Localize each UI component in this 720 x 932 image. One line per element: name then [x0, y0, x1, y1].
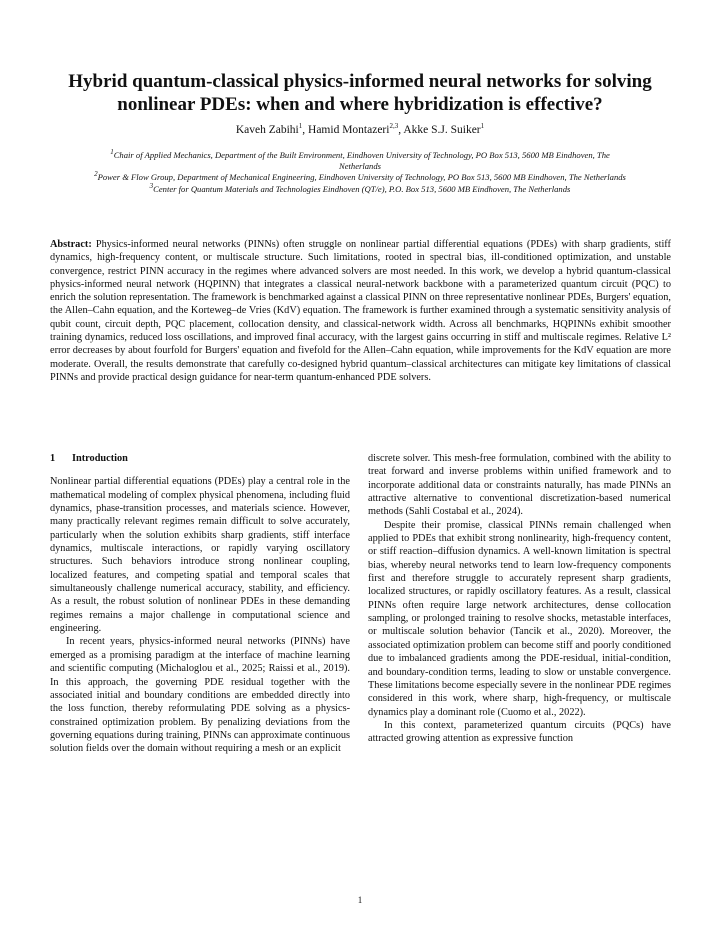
affiliation-text: Power & Flow Group, Department of Mechanical Engineering, Eindhoven University of Technology, PO Box 513, 5600 MB Eindhoven, The Netherlands [97, 172, 626, 183]
affiliation-text: Chair of Applied Mechanics, Department of the Built Environment, Eindhoven University of Technology, PO Box 513, 5600 MB Eindhoven, The Netherlands [113, 150, 610, 172]
paragraph: In this context, parameterized quantum circuits (PQCs) have attracted growing attention as expressive function [368, 719, 671, 745]
affiliation [90, 150, 630, 172]
paragraph: discrete solver. This mesh-free formulation, combined with the ability to treat forward and inverse problems within unified framework and to incorporate additional data or constraints naturally, has made PINNs an attractive alternative to conventional discretization-based numerical methods (Sahli Costabal et al., 2024). [368, 453, 671, 518]
abstract-text: Physics-informed neural networks (PINNs) often struggle on nonlinear partial differential equations (PDEs) with sharp gradients, stiff dynamics, high-frequency content, or multiscale structure. Such limitations, rooted in spectral bias, ill-conditioned optimization, and unstable convergence, restrict PINN accuracy in the regimes where advanced solvers are most needed. In this work, we develop a hybrid quantum-classical physics-informed neural network (HQPINN) that integrates a classical neural-network backbone with a parameterized quantum circuit (PQC) to enrich the solution representation. The framework is benchmarked against a classical PINN on three representative nonlinear PDEs, Burgers' equation, the Allen–Cahn equation, and the Korteweg–de Vries (KdV) equation. The framework is further examined through a systematic sensitivity analysis of qubit count, circuit depth, PQC placement, collocation density, and classical-network width. Across all benchmarks, HQPINNs exhibit smoother training dynamics, reduced loss oscillations, and improved final accuracy, with the largest gains occurring in stiff and multiscale regimes. Relative L² error decreases by about fourfold for Burgers' equation and fivefold for the Allen–Cahn equation, while improvements for the KdV equation are more moderate. Overall, the results demonstrate that carefully co-designed hybrid quantum–classical architectures can mitigate key limitations of classical PINNs and provide practical design guidance for near-term quantum-enhanced PDE solvers. [50, 239, 671, 383]
affiliation-marker: 3 [149, 181, 154, 190]
abstract [50, 238, 671, 384]
affiliation [90, 181, 630, 195]
affiliation-marker: 1 [110, 148, 114, 157]
author-affiliation-marker: 1 [298, 122, 303, 131]
author-name: Akke S.J. Suiker [403, 124, 481, 136]
section-heading [50, 452, 350, 465]
abstract-label: Abstract: [50, 239, 92, 250]
affiliation-marker: 2 [94, 170, 98, 179]
paper-title: Hybrid quantum-classical physics-informed neural networks for solving nonlinear PDEs: when and where hybridization is effective? [68, 71, 652, 115]
right-column [368, 452, 671, 746]
left-column [50, 452, 350, 756]
affiliation-text: Center for Quantum Materials and Technologies Eindhoven (QT/e), P.O. Box 513, 5600 MB Eindhoven, The Netherlands [153, 183, 571, 194]
affiliation [90, 172, 630, 183]
paragraph: In recent years, physics-informed neural networks (PINNs) have emerged as a promising paradigm at the interface of machine learning and scientific computing (Michaloglou et al., 2025; Raissi et al., 2019). In this approach, the governing PDE residual together with the associated initial and boundary conditions are embedded directly into the loss function, thereby reformulating PDE solving as a physics-constrained optimization problem. By penalizing deviations from the governing equations during training, PINNs can approximate continuous solution fields over the domain without requiring a mesh or an explicit [50, 636, 350, 755]
section-number: 1 [50, 453, 56, 464]
paragraph: Despite their promise, classical PINNs remain challenged when applied to PDEs that exhibit strong nonlinearity, high-frequency content, or stiff reaction–diffusion dynamics. A well-known limitation is spectral bias, whereby neural networks tend to learn low-frequency components first and therefore struggle to accurately represent sharp gradients, localized structures, or rapidly oscillatory features. As a result, classical PINNs often require large network architectures, dense collocation sampling, or prolonged training to resolve shocks, metastable interfaces, or multiscale solution behavior (Tancik et al., 2020). Moreover, the associated optimization problem can become stiff and poorly conditioned due to imbalanced gradients among the PDE-residual, initial-condition, and boundary-condition terms, leading to slow or unstable convergence. These limitations become especially severe in the nonlinear PDE regimes considered in this work, where sharp, high-frequency, or multiscale dynamics play a dominant role (Cuomo et al., 2022). [368, 519, 671, 718]
paragraph: Nonlinear partial differential equations (PDEs) play a central role in the mathematical modeling of complex physical phenomena, including fluid dynamics, phase-transition processes, and materials science. However, many practically relevant regimes remain difficult to solve accurately, particularly when the solution exhibits sharp gradients, stiff interface dynamics, multiscale interactions, or rapidly varying oscillatory structures. Such behaviors introduce strong nonlinear coupling, localized features, and competing spatial and temporal scales that simultaneously challenge numerical accuracy, stability, and efficiency. As a result, the robust solution of nonlinear PDEs in these demanding regimes remains a major challenge in computational science and engineering. [50, 476, 350, 635]
author-list: Kaveh Zabihi$^1$, Hamid Montazeri$^{2,3}$, Akke S.J. Suiker$^1$ [235, 122, 485, 136]
author-affiliation-marker: 1 [480, 122, 485, 131]
affiliation-list [90, 150, 630, 195]
author-affiliation-marker: 2,3 [389, 122, 399, 131]
author-name: Hamid Montazeri [308, 124, 390, 136]
author-name: Kaveh Zabihi [235, 124, 299, 136]
section-title: Introduction [72, 453, 128, 464]
page-number: 1 [357, 895, 363, 905]
